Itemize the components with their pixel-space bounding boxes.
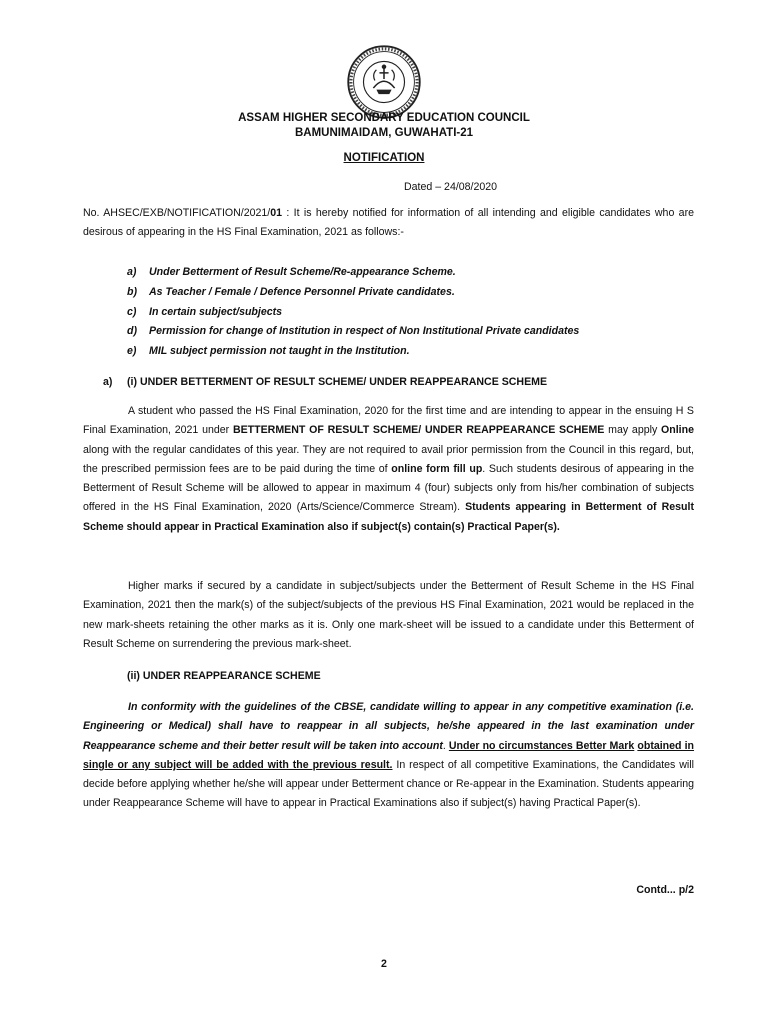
page-number: 2 bbox=[381, 958, 387, 970]
paragraph-bold-text: BETTERMENT OF RESULT SCHEME/ UNDER REAPPEARANCE SCHEME bbox=[232, 424, 605, 437]
list-item-tag: e) bbox=[127, 345, 137, 358]
paragraph-text: A student who passed the HS Final Examination, 2020 for the first time and are intending to appear in the ensuing H S Final Examination, 2021 under bbox=[83, 405, 694, 437]
paragraph-bold-underline-text: obtained in single or any subject will be added with the previous result. bbox=[83, 739, 695, 771]
intro-paragraph bbox=[83, 204, 694, 243]
council-seal-icon bbox=[346, 44, 422, 120]
list-item bbox=[127, 283, 579, 303]
reference-prefix: No. AHSEC/EXB/NOTIFICATION/2021/ bbox=[83, 207, 271, 219]
reference-number: 01 bbox=[270, 207, 283, 219]
section-a-heading bbox=[103, 376, 547, 388]
list-item-text: As Teacher / Female / Defence Personnel Private candidates. bbox=[149, 285, 455, 298]
paragraph-text: . bbox=[442, 739, 449, 752]
list-item bbox=[127, 342, 579, 362]
list-item-tag: d) bbox=[127, 325, 137, 338]
list-item-tag: b) bbox=[127, 285, 137, 298]
council-name: ASSAM HIGHER SECONDARY EDUCATION COUNCIL bbox=[238, 112, 530, 124]
council-address: BAMUNIMAIDAM, GUWAHATI-21 bbox=[294, 127, 474, 139]
paragraph-text: along with the regular candidates of this year. They are not required to avail prior permission from the Council in this regard, but, the prescribed permission fees are to be paid during the time of bbox=[83, 443, 694, 475]
continued-note: Contd... p/2 bbox=[636, 884, 694, 896]
paragraph-text: may apply bbox=[604, 424, 662, 437]
list-item bbox=[127, 322, 579, 342]
date-line: Dated – 24/08/2020 bbox=[404, 181, 498, 193]
intro-text: : It is hereby notified for information of all intending and eligible candidates who are desirous of appearing in the HS Final Examination, 2021 as follows:- bbox=[83, 207, 694, 239]
list-item-tag: c) bbox=[127, 305, 137, 318]
list-item-text: Permission for change of Institution in respect of Non Institutional Private candidates bbox=[149, 325, 580, 338]
category-list bbox=[127, 263, 579, 362]
paragraph-bold-italic-text: In conformity with the guidelines of the CBSE, candidate willing to appear in any competitive examination (i.e. Engineering or Medical) shall have to reappear in all subjects, he/she appeared in the last examination under Reappearance scheme and their better result will be taken into account bbox=[83, 701, 694, 752]
section-a-title: (i) UNDER BETTERMENT OF RESULT SCHEME/ UNDER REAPPEARANCE SCHEME bbox=[127, 376, 548, 388]
paragraph-text: . Such students desirous of appearing in the Betterment of Result Scheme will be allowed to appear in maximum 4 (four) subjects only from his/her combination of subjects offered in the HS Final Examination, 2020 (Arts/Science/Commerce Stream). bbox=[83, 462, 694, 514]
section-a-tag: a) bbox=[103, 376, 113, 388]
section-b-paragraph bbox=[83, 698, 694, 814]
section-a-paragraph-1 bbox=[83, 402, 694, 537]
paragraph-bold-text: Students appearing in Betterment of Result Scheme should appear in Practical Examination also if subject(s) contain(s) Practical Paper(s). bbox=[83, 501, 694, 533]
section-a-paragraph-2: Higher marks if secured by a candidate in subject/subjects under the Betterment of Result Scheme in the HS Final Examination, 2021 then the mark(s) of the subject/subjects of the previous HS Final Examination, 2021 would be replaced in the new mark-sheets retaining the other marks as it is. Only one mark-sheet will be issued to a candidate under this Betterment of Result Scheme on surrendering the previous mark-sheet. bbox=[83, 580, 694, 650]
notification-title: NOTIFICATION bbox=[343, 152, 425, 164]
paragraph-bold-text: Online bbox=[661, 424, 694, 437]
letterhead bbox=[0, 111, 768, 141]
paragraph-bold-underline-text: Under no circumstances Better Mark bbox=[448, 739, 635, 752]
list-item bbox=[127, 303, 579, 323]
section-b-heading: (ii) UNDER REAPPEARANCE SCHEME bbox=[127, 670, 321, 682]
list-item-text: MIL subject permission not taught in the Institution. bbox=[149, 345, 410, 358]
list-item bbox=[127, 263, 579, 283]
list-item-text: Under Betterment of Result Scheme/Re-appearance Scheme. bbox=[149, 266, 456, 278]
list-item-text: In certain subject/subjects bbox=[149, 305, 283, 318]
paragraph-text: In respect of all competitive Examinations, the Candidates will decide before applying whether he/she will appear under Betterment chance or Re-appear in the Examination. Students appearing under Reappearance Scheme will have to appear in Practical Examinations also if subject(s) having Practical Paper(s). bbox=[83, 758, 694, 810]
paragraph-bold-text: online form fill up bbox=[391, 462, 483, 475]
list-item-tag: a) bbox=[127, 266, 137, 278]
